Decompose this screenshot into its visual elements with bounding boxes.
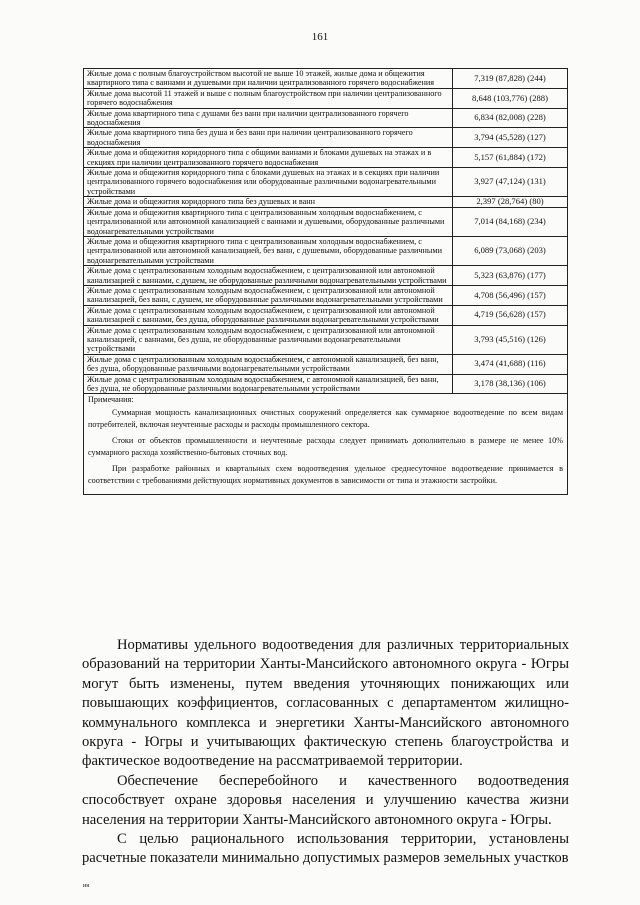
table-row	[84, 207, 568, 236]
footer-mark: ия	[83, 883, 89, 889]
table-row	[84, 325, 568, 354]
water-disposal-norms-table	[83, 68, 568, 495]
housing-type-cell: Жилые дома с централизованным холодным водоснабжением, с централизованной или автономной канализацией с ваннами, без душа, оборудованные различными водонагревательными устройствами	[84, 305, 453, 325]
housing-type-cell: Жилые дома и общежития квартирного типа с централизованным холодным водоснабжением, с централизованной или автономной канализацией, без ванн, с душевыми, оборудованные различными водонагревательными устройствами	[84, 236, 453, 265]
notes-title: Примечания:	[88, 395, 134, 405]
notes-cell	[84, 394, 568, 494]
norm-value-cell: 4,708 (56,496) (157)	[453, 285, 568, 305]
table-row	[84, 354, 568, 374]
norm-value-cell: 7,319 (87,828) (244)	[453, 69, 568, 89]
housing-type-cell: Жилые дома с полным благоустройством высотой не выше 10 этажей, жилые дома и общежития квартирного типа с ваннами и душевыми при наличии централизованного горячего водоснабжения	[84, 69, 453, 89]
norm-value-cell: 3,474 (41,688) (116)	[453, 354, 568, 374]
table-row	[84, 236, 568, 265]
housing-type-cell: Жилые дома квартирного типа без душа и без ванн при наличии централизованного горячего водоснабжения	[84, 128, 453, 148]
housing-type-cell: Жилые дома квартирного типа с душами без ванн при наличии централизованного горячего водоснабжения	[84, 108, 453, 128]
note-paragraph: Суммарная мощность канализационных очистных сооружений определяется как суммарное водоотведение по всем видам потребителей, включая неучтенные расходы и расходы промышленного сектора.	[88, 407, 563, 429]
table-row	[84, 168, 568, 197]
norm-value-cell: 4,719 (56,628) (157)	[453, 305, 568, 325]
body-paragraph: Обеспечение бесперебойного и качественного водоотведения способствует охране здоровья населения и улучшению качества жизни населения на территории Ханты-Мансийского автономного округа - Югры.	[82, 772, 569, 828]
page-number: 161	[311, 31, 329, 43]
norm-value-cell: 5,323 (63,876) (177)	[453, 266, 568, 286]
table-row	[84, 88, 568, 108]
table-row	[84, 285, 568, 305]
housing-type-cell: Жилые дома и общежития коридорного типа с блоками душевых на этажах и в секциях при наличии централизованного горячего водоснабжения или оборудованные различными водонагревательными устройствами	[84, 168, 453, 197]
norm-value-cell: 6,089 (73,068) (203)	[453, 236, 568, 265]
norm-value-cell: 6,834 (82,008) (228)	[453, 108, 568, 128]
table-row	[84, 108, 568, 128]
norm-value-cell: 8,648 (103,776) (288)	[453, 88, 568, 108]
norm-value-cell: 3,927 (47,124) (131)	[453, 168, 568, 197]
table-row	[84, 266, 568, 286]
housing-type-cell: Жилые дома с централизованным холодным водоснабжением, с централизованной или автономной канализацией, с ваннами, без душа, не оборудованные различными водонагревательными устройствами	[84, 325, 453, 354]
table-row	[84, 305, 568, 325]
norm-value-cell: 3,794 (45,528) (127)	[453, 128, 568, 148]
table-row	[84, 69, 568, 89]
housing-type-cell: Жилые дома с централизованным холодным водоснабжением, с централизованной или автономной канализацией, без ванн, с душем, не оборудованные различными водонагревательными устройствами	[84, 285, 453, 305]
body-paragraph: С целью рационального использования территории, установлены расчетные показатели минимально допустимых размеров земельных участков	[82, 831, 569, 867]
norm-value-cell: 2,397 (28,764) (80)	[453, 197, 568, 207]
housing-type-cell: Жилые дома с централизованным холодным водоснабжением, с централизованной или автономной канализацией с ваннами, с душем, не оборудованные различными водонагревательными устройствами	[84, 266, 453, 286]
housing-type-cell: Жилые дома с централизованным холодным водоснабжением, с автономной канализацией, без ванн, без душа, оборудованные различными водонагревательными устройствами	[84, 354, 453, 374]
note-paragraph: При разработке районных и квартальных схем водоотведения удельное среднесуточное водоотведение принимается в соответствии с требованиями действующих нормативных документов в зависимости от типа и этажности застройки.	[88, 463, 563, 485]
table-row	[84, 128, 568, 148]
body-text	[82, 636, 569, 869]
table-row	[84, 197, 568, 207]
norm-value-cell: 7,014 (84,168) (234)	[453, 207, 568, 236]
table-row	[84, 374, 568, 394]
norm-value-cell: 3,178 (38,136) (106)	[453, 374, 568, 394]
norm-value-cell: 5,157 (61,884) (172)	[453, 148, 568, 168]
norm-value-cell: 3,793 (45,516) (126)	[453, 325, 568, 354]
notes-row	[84, 394, 568, 494]
table-row	[84, 148, 568, 168]
body-paragraph: Нормативы удельного водоотведения для различных территориальных образований на территории Ханты-Мансийского автономного округа - Югры могут быть изменены, путем введения уточняющих понижающих или повышающих коэффициентов, согласованных с департаментом жилищно-коммунального комплекса и энергетики Ханты-Мансийского автономного округа - Югры и учитывающих фактическую степень благоустройства и фактическое водоотведение на рассматриваемой территории.	[82, 637, 569, 770]
note-paragraph: Стоки от объектов промышленности и неучтенные расходы следует принимать дополнительно в размере не менее 10% суммарного расхода хозяйственно-бытовых сточных вод.	[88, 435, 563, 457]
housing-type-cell: Жилые дома и общежития коридорного типа с общими ваннами и блоками душевых на этажах и в секциях при наличии централизованного горячего водоснабжения	[84, 148, 453, 168]
housing-type-cell: Жилые дома высотой 11 этажей и выше с полным благоустройством при наличии централизованного горячего водоснабжения	[84, 88, 453, 108]
housing-type-cell: Жилые дома и общежития квартирного типа с централизованным холодным водоснабжением, с централизованной или автономной канализацией с ваннами и душевыми, оборудованные различными водонагревательными устройствами	[84, 207, 453, 236]
housing-type-cell: Жилые дома и общежития коридорного типа без душевых и ванн	[84, 197, 453, 207]
housing-type-cell: Жилые дома с централизованным холодным водоснабжением, с автономной канализацией, без ванн, без душа, не оборудованные различными водонагревательными устройствами	[84, 374, 453, 394]
